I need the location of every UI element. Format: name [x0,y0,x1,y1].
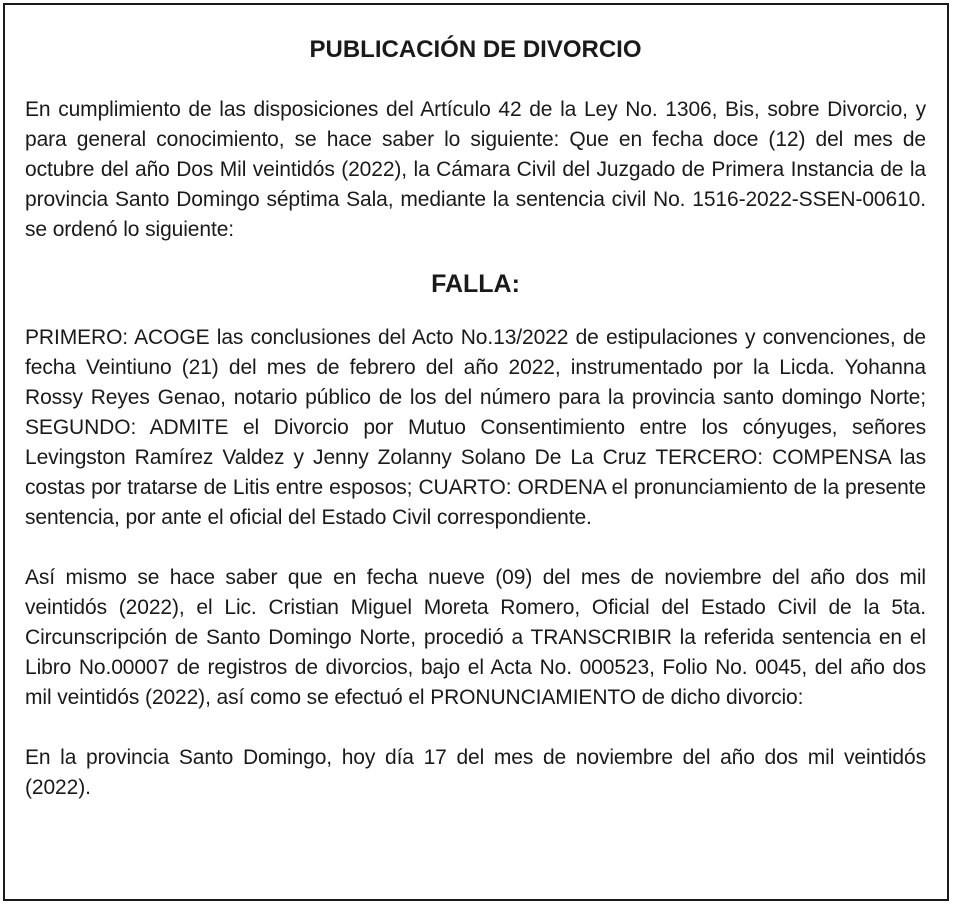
transcription-paragraph: Así mismo se hace saber que en fecha nueve (09) del mes de noviembre del año dos mil veintidós (2022), el Lic. Cristian Miguel Moreta Romero, Oficial del Estado Civil de la 5ta. Circunscripción de Santo Domingo Norte, procedió a TRANSCRIBIR la referida sentencia en el Libro No.00007 de registros de divorcios, bajo el Acta No. 000523, Folio No. 0045, del año dos mil veintidós (2022), así como se efectuó el PRONUNCIAMIENTO de dicho divorcio: [25,566,926,709]
notice-body [25,5,926,803]
closing-paragraph: En la provincia Santo Domingo, hoy día 17 del mes de noviembre del año dos mil veintidós (2022). [25,746,926,799]
intro-paragraph: En cumplimiento de las disposiciones del Artículo 42 de la Ley No. 1306, Bis, sobre Divorcio, y para general conocimiento, se hace saber lo siguiente: Que en fecha doce (12) del mes de octubre del año Dos Mil veintidós (2022), la Cámara Civil del Juzgado de Primera Instancia de la provincia Santo Domingo séptima Sala, mediante la sentencia civil No. 1516-2022-SSEN-00610. se ordenó lo siguiente: [25,98,926,241]
notice-title: PUBLICACIÓN DE DIVORCIO [309,36,642,63]
ruling-paragraph: PRIMERO: ACOGE las conclusiones del Acto No.13/2022 de estipulaciones y convenciones, de fecha Veintiuno (21) del mes de febrero del año 2022, instrumentado por la Licda. Yohanna Rossy Reyes Genao, notario público de los del número para la provincia santo domingo Norte; SEGUNDO: ADMITE el Divorcio por Mutuo Consentimiento entre los cónyuges, señores Levingston Ramírez Valdez y Jenny Zolanny Solano De La Cruz TERCERO: COMPENSA las costas por tratarse de Litis entre esposos; CUARTO: ORDENA el pronunciamiento de la presente sentencia, por ante el oficial del Estado Civil correspondiente. [25,326,926,529]
notice-border [3,3,949,901]
falla-heading: FALLA: [431,270,520,298]
